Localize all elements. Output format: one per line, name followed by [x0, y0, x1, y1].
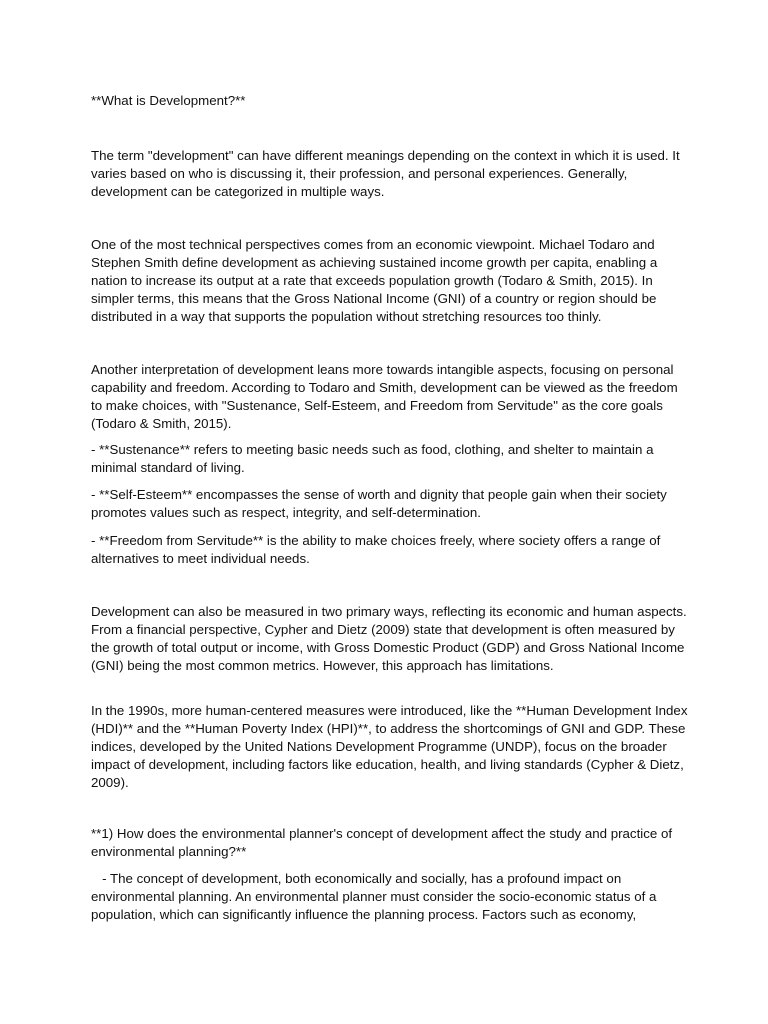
paragraph-hdi-hpi: In the 1990s, more human-centered measures were introduced, like the **Human Development Index (HDI)** and the **Human Poverty Index (HPI)**, to address the shortcomings of GNI and GDP. These indices, developed by the United Nations Development Programme (UNDP), focus on the broader impact of development, including factors like education, health, and living standards (Cypher & Dietz, 2009). — [91, 703, 688, 790]
paragraph-economic-viewpoint: One of the most technical perspectives comes from an economic viewpoint. Michael Todaro and Stephen Smith define development as achieving sustained income growth per capita, enabling a nation to increase its output at a rate that exceeds population growth (Todaro & Smith, 2015). In simpler terms, this means that the Gross National Income (GNI) of a country or region should be distributed in a way that supports the population without stretching resources too thinly. — [91, 237, 658, 324]
question-heading: **1) How does the environmental planner's concept of development affect the study and practice of environmental planning?** — [91, 826, 673, 859]
paragraph-freedom-view: Another interpretation of development leans more towards intangible aspects, focusing on personal capability and freedom. According to Todaro and Smith, development can be viewed as the freedom to make choices, with "Sustenance, Self-Esteem, and Freedom from Servitude" as the core goals (Todaro & Smith, 2015). — [91, 362, 678, 431]
bullet-freedom-from-servitude: - **Freedom from Servitude** is the ability to make choices freely, where society offers a range of alternatives to meet individual needs. — [91, 533, 661, 566]
paragraph-intro: The term "development" can have different meanings depending on the context in which it is used. It varies based on who is discussing it, their profession, and personal experiences. Generally, development can be categorized in multiple ways. — [91, 148, 680, 199]
answer-paragraph: - The concept of development, both economically and socially, has a profound impact on environmental planning. An environmental planner must consider the socio-economic status of a population, which can significantly influence the planning process. Factors such as economy, — [91, 871, 661, 922]
document-heading: **What is Development?** — [91, 93, 246, 108]
bullet-sustenance: - **Sustenance** refers to meeting basic needs such as food, clothing, and shelter to maintain a minimal standard of living. — [91, 442, 654, 475]
bullet-self-esteem: - **Self-Esteem** encompasses the sense of worth and dignity that people gain when their society promotes values such as respect, integrity, and self-determination. — [91, 487, 667, 520]
paragraph-measurement: Development can also be measured in two primary ways, reflecting its economic and human aspects. From a financial perspective, Cypher and Dietz (2009) state that development is often measured by the growth of total output or income, with Gross Domestic Product (GDP) and Gross National Income (GNI) being the most common metrics. However, this approach has limitations. — [91, 604, 687, 673]
